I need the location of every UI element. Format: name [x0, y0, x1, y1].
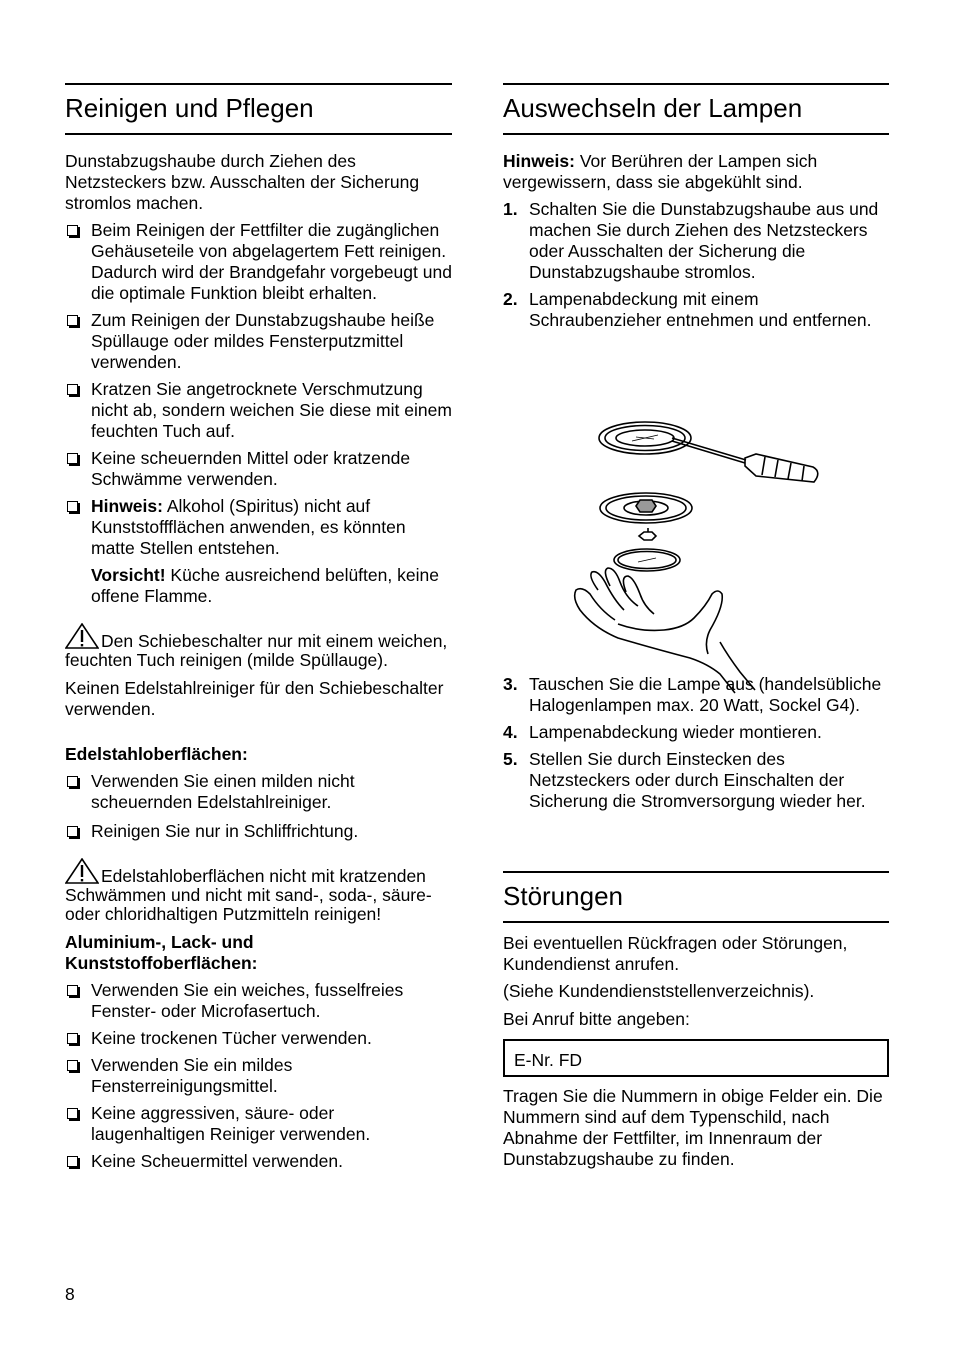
- left-column: [65, 83, 452, 1172]
- list-item: Keine scheuernden Mittel oder kratzende Schwämme verwenden.: [65, 448, 452, 490]
- warning-steel-text: Edelstahloberflächen nicht mit kratzenden Schwämmen und nicht mit sand-, soda-, säure- oder chloridhaltigen Putzmitteln reinigen!: [65, 866, 432, 924]
- vorsicht-text: Küche ausreichend belüften, keine offene Flamme.: [91, 565, 439, 606]
- alu-list: [65, 980, 452, 1172]
- lamp-replacement-illustration: [560, 410, 830, 695]
- halogen-bulb-icon: [639, 528, 656, 540]
- warning-triangle-icon: [65, 623, 99, 649]
- glass-cover-icon: [614, 549, 680, 571]
- cleaning-heading: [65, 83, 452, 135]
- faults-p3: Bei Anruf bitte angeben:: [503, 1009, 690, 1029]
- lamp-holder-icon: [600, 493, 692, 523]
- list-item: Keine trockenen Tücher verwenden.: [65, 1028, 452, 1049]
- cleaning-heading-text: Reinigen und Pflegen: [65, 93, 314, 123]
- step-item: [503, 749, 889, 812]
- step-number: 1.: [503, 199, 518, 219]
- list-item: [65, 220, 452, 304]
- step-text: Lampenabdeckung wieder montieren.: [529, 722, 822, 742]
- warning-triangle-icon: [65, 858, 99, 884]
- vorsicht-label: Vorsicht!: [91, 565, 166, 585]
- list-item-text: Beim Reinigen der Fettfilter die zugänglichen Gehäuseteile von abgelagertem Fett reinigen.: [91, 220, 447, 261]
- cleaning-list: [65, 220, 452, 559]
- hand-icon: [575, 568, 755, 693]
- list-item: Reinigen Sie nur in Schliffrichtung.: [65, 821, 452, 842]
- warning-switch: [65, 623, 452, 670]
- list-item: Zum Reinigen der Dunstabzugshaube heiße Spüllauge oder mildes Fensterputzmittel verwenden.: [65, 310, 452, 373]
- e-number-field[interactable]: [503, 1039, 889, 1077]
- steel-list: [65, 771, 452, 842]
- faults-heading: [503, 871, 889, 923]
- hinweis-text: Alkohol (Spiritus) nicht auf Kunststoffflächen anwenden, es könnten matte Stellen entstehen.: [91, 496, 406, 558]
- faults-heading-text: Störungen: [503, 881, 623, 911]
- step-number: 3.: [503, 674, 518, 694]
- vorsicht-note: [65, 565, 452, 607]
- cleaning-intro: Dunstabzugshaube durch Ziehen des Netzsteckers bzw. Ausschalten der Sicherung stromlos machen.: [65, 151, 420, 213]
- step-text: Lampenabdeckung mit einem Schraubenzieher entnehmen und entfernen.: [529, 289, 872, 330]
- screwdriver-icon: [672, 438, 818, 482]
- list-item-extra: Dadurch wird der Brandgefahr vorgebeugt und die optimale Funktion bleibt erhalten.: [91, 262, 452, 303]
- e-number-label: E-Nr. FD: [514, 1050, 583, 1070]
- warning-steel: [65, 858, 452, 924]
- step-item: [503, 199, 889, 283]
- step-number: 5.: [503, 749, 518, 769]
- list-item: Verwenden Sie einen milden nicht scheuernden Edelstahlreiniger.: [65, 771, 452, 813]
- steel-heading: Edelstahloberflächen:: [65, 744, 248, 764]
- list-item: Verwenden Sie ein weiches, fusselfreies Fenster- oder Microfasertuch.: [65, 980, 452, 1022]
- hinweis-label: Hinweis:: [91, 496, 163, 516]
- steps-list-a: [503, 199, 889, 331]
- step-text: Tauschen Sie die Lampe aus (handelsübliche Halogenlampen max. 20 Watt, Sockel G4).: [529, 674, 882, 715]
- list-item: Keine aggressiven, säure- oder laugenhaltigen Reiniger verwenden.: [65, 1103, 452, 1145]
- page-number: 8: [65, 1284, 75, 1304]
- step-number: 4.: [503, 722, 518, 742]
- list-item: [65, 496, 452, 559]
- switch-note: Keinen Edelstahlreiniger für den Schiebeschalter verwenden.: [65, 678, 444, 719]
- lamps-hinweis: [503, 151, 889, 193]
- warning-switch-text: Den Schiebeschalter nur mit einem weichen, feuchten Tuch reinigen (milde Spüllauge).: [65, 631, 448, 670]
- faults-p1: Bei eventuellen Rückfragen oder Störungen, Kundendienst anrufen.: [503, 933, 848, 974]
- lamp-cover-icon: [599, 422, 691, 454]
- hinweis-label: Hinweis:: [503, 151, 575, 171]
- list-item: Verwenden Sie ein mildes Fensterreinigungsmittel.: [65, 1055, 452, 1097]
- step-item: [503, 722, 889, 743]
- list-item: Kratzen Sie angetrocknete Verschmutzung nicht ab, sondern weichen Sie diese mit einem feuchten Tuch auf.: [65, 379, 452, 442]
- lamps-heading: [503, 83, 889, 135]
- hinweis-text: Vor Berühren der Lampen sich vergewissern, dass sie abgekühlt sind.: [503, 151, 818, 192]
- alu-heading: Aluminium-, Lack- und Kunststoffoberflächen:: [65, 932, 258, 973]
- list-item: Keine Scheuermittel verwenden.: [65, 1151, 452, 1172]
- step-number: 2.: [503, 289, 518, 309]
- step-text: Schalten Sie die Dunstabzugshaube aus und machen Sie durch Ziehen des Netzsteckers oder Ausschalten der Sicherung die Dunstabzugshaube stromlos.: [529, 199, 879, 282]
- step-text: Stellen Sie durch Einstecken des Netzsteckers oder durch Einschalten der Sicherung die Stromversorgung wieder her.: [529, 749, 866, 811]
- faults-p4: Tragen Sie die Nummern in obige Felder ein. Die Nummern sind auf dem Typenschild, nach Abnahme der Fettfilter, im Innenraum der Dunstabzugshaube zu finden.: [503, 1086, 883, 1169]
- lamps-heading-text: Auswechseln der Lampen: [503, 93, 803, 123]
- step-item: [503, 289, 889, 331]
- faults-p2: (Siehe Kundendienststellenverzeichnis).: [503, 981, 815, 1001]
